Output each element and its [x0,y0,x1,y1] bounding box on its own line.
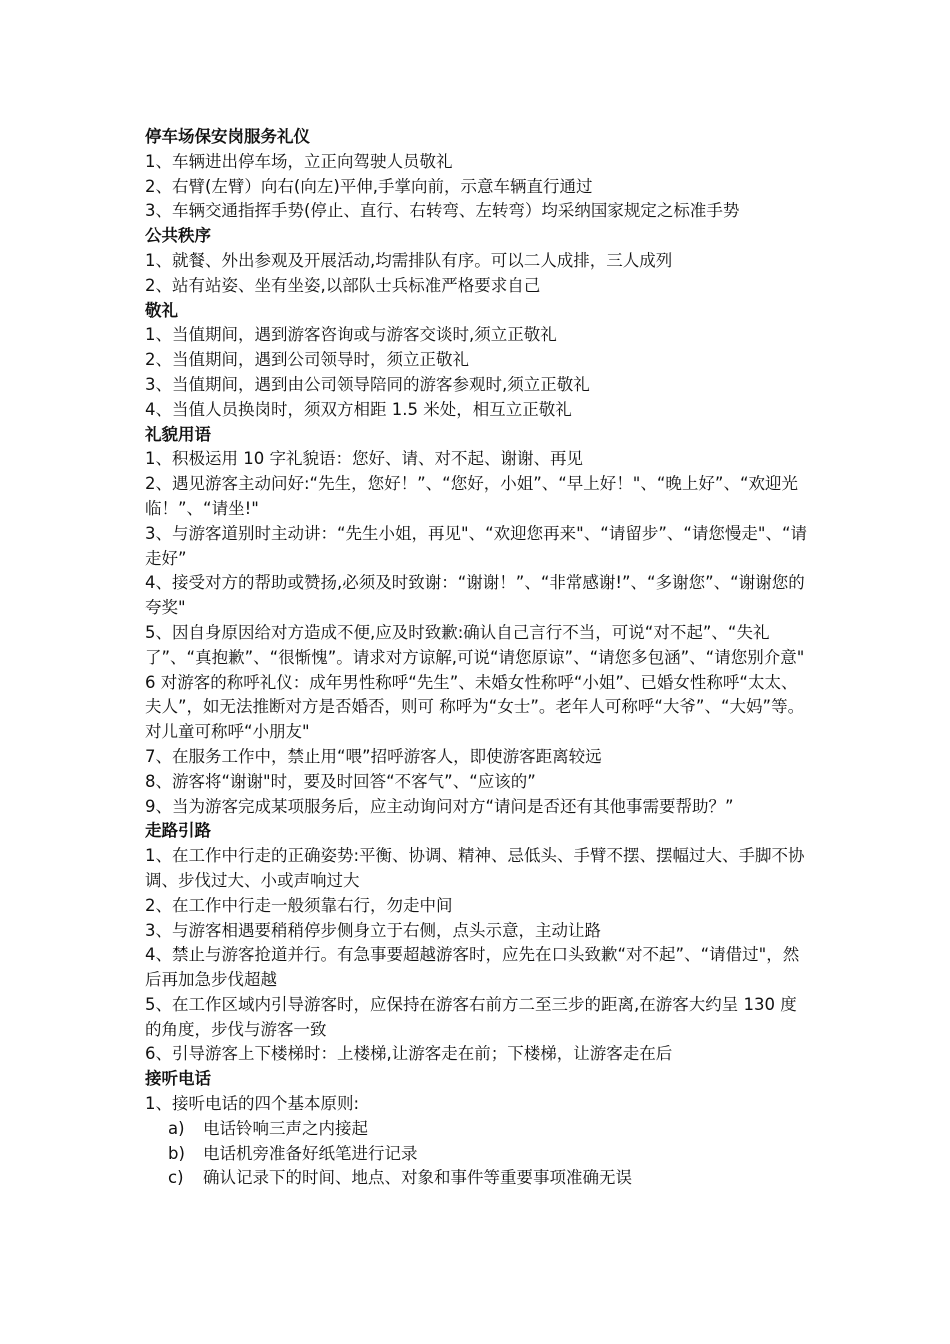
section-heading: 停车场保安岗服务礼仪 [145,127,310,146]
list-item: 6、引导游客上下楼梯时：上楼梯,让游客走在前；下楼梯，让游客走在后 [145,1044,673,1064]
list-item: 1、就餐、外出参观及开展活动,均需排队有序。可以二人成排，三人成列 [145,250,673,270]
section-polite-language [145,423,813,820]
section-heading: 走路引路 [145,821,211,841]
list-item: 4、禁止与游客抢道并行。有急事要超越游客时，应先在口头致歉“对不起”、“请借过"，然后再加急步伐超越 [145,945,800,990]
list-item: 2、当值期间，遇到公司领导时，须立正敬礼 [145,350,469,370]
section-walking-guiding [145,819,813,1067]
list-item: 3、当值期间，遇到由公司领导陪同的游客参观时,须立正敬礼 [145,374,590,394]
list-item: 6 对游客的称呼礼仪：成年男性称呼“先生”、未婚女性称呼“小姐”、已婚女性称呼“太太、夫人”，如无法推断对方是否婚否，则可 称呼为“女士”。老年人可称呼“大爷”、“大妈”等。对儿童可称呼“小朋友" [145,672,805,742]
sub-list-text: 电话机旁准备好纸笔进行记录 [203,1143,418,1163]
document-body [145,125,813,1191]
section-public-order [145,224,813,298]
sub-list-marker: b) [168,1143,185,1163]
section-answer-phone [145,1067,813,1191]
sub-list-item [145,1117,813,1142]
list-item: 8、游客将“谢谢"时，要及时回答“不客气”、“应该的” [145,771,536,791]
list-item: 4、当值人员换岗时，须双方相距 1.5 米处，相互立正敬礼 [145,399,572,419]
list-item: 2、在工作中行走一般须靠右行，勿走中间 [145,895,453,915]
list-item: 2、站有站姿、坐有坐姿,以部队士兵标准严格要求自己 [145,275,541,295]
sub-list-item [145,1142,813,1167]
sub-list-marker: a) [168,1118,185,1138]
section-heading: 接听电话 [145,1069,211,1089]
sub-list-item [145,1166,813,1191]
list-item: 5、在工作区域内引导游客时，应保持在游客右前方二至三步的距离,在游客大约呈 130 度的角度，步伐与游客一致 [145,994,797,1039]
list-item: 1、积极运用 10 字礼貌语：您好、请、对不起、谢谢、再见 [145,449,583,469]
list-item: 5、因自身原因给对方造成不便,应及时致歉:确认自己言行不当，可说“对不起”、“失礼了”、“真抱歉”、“很惭愧”。请求对方谅解,可说“请您原谅”、“请您多包涵”、“请您别介意" [145,622,805,667]
section-heading: 公共秩序 [145,226,211,246]
list-item: 2、遇见游客主动问好:“先生，您好！”、“您好，小姐”、“早上好！"、“晚上好”、“欢迎光临！”、“请坐!" [145,474,799,518]
list-item: 7、在服务工作中，禁止用“喂”招呼游客人，即使游客距离较远 [145,746,602,766]
section-parking-guard [145,125,813,224]
list-item: 9、当为游客完成某项服务后，应主动询问对方“请问是否还有其他事需要帮助？” [145,796,734,816]
list-item: 1、当值期间，遇到游客咨询或与游客交谈时,须立正敬礼 [145,325,557,345]
list-item: 4、接受对方的帮助或赞扬,必须及时致谢：“谢谢！”、“非常感谢!”、“多谢您”、“谢谢您的夸奖" [145,573,805,618]
section-salute [145,299,813,423]
list-item: 3、车辆交通指挥手势(停止、直行、右转弯、左转弯）均采纳国家规定之标准手势 [145,201,740,221]
list-item: 3、与游客相遇要稍稍停步侧身立于右侧，点头示意，主动让路 [145,920,601,940]
section-heading: 敬礼 [145,300,178,320]
sub-list-text: 确认记录下的时间、地点、对象和事件等重要事项准确无误 [203,1168,632,1188]
list-item: 3、与游客道别时主动讲：“先生小姐，再见"、“欢迎您再来"、“请留步”、“请您慢走"、“请走好” [145,523,808,568]
sub-list-text: 电话铃响三声之内接起 [203,1118,368,1138]
list-item: 2、右臂(左臂）向右(向左)平伸,手掌向前，示意车辆直行通过 [145,176,593,196]
sub-list-marker: c) [168,1168,184,1188]
list-item: 1、接听电话的四个基本原则: [145,1094,360,1114]
list-item: 1、在工作中行走的正确姿势:平衡、协调、精神、忌低头、手臂不摆、摆幅过大、手脚不协调、步伐过大、小或声响过大 [145,846,805,890]
list-item: 1、车辆进出停车场，立正向驾驶人员敬礼 [145,151,453,171]
section-heading: 礼貌用语 [145,424,211,444]
